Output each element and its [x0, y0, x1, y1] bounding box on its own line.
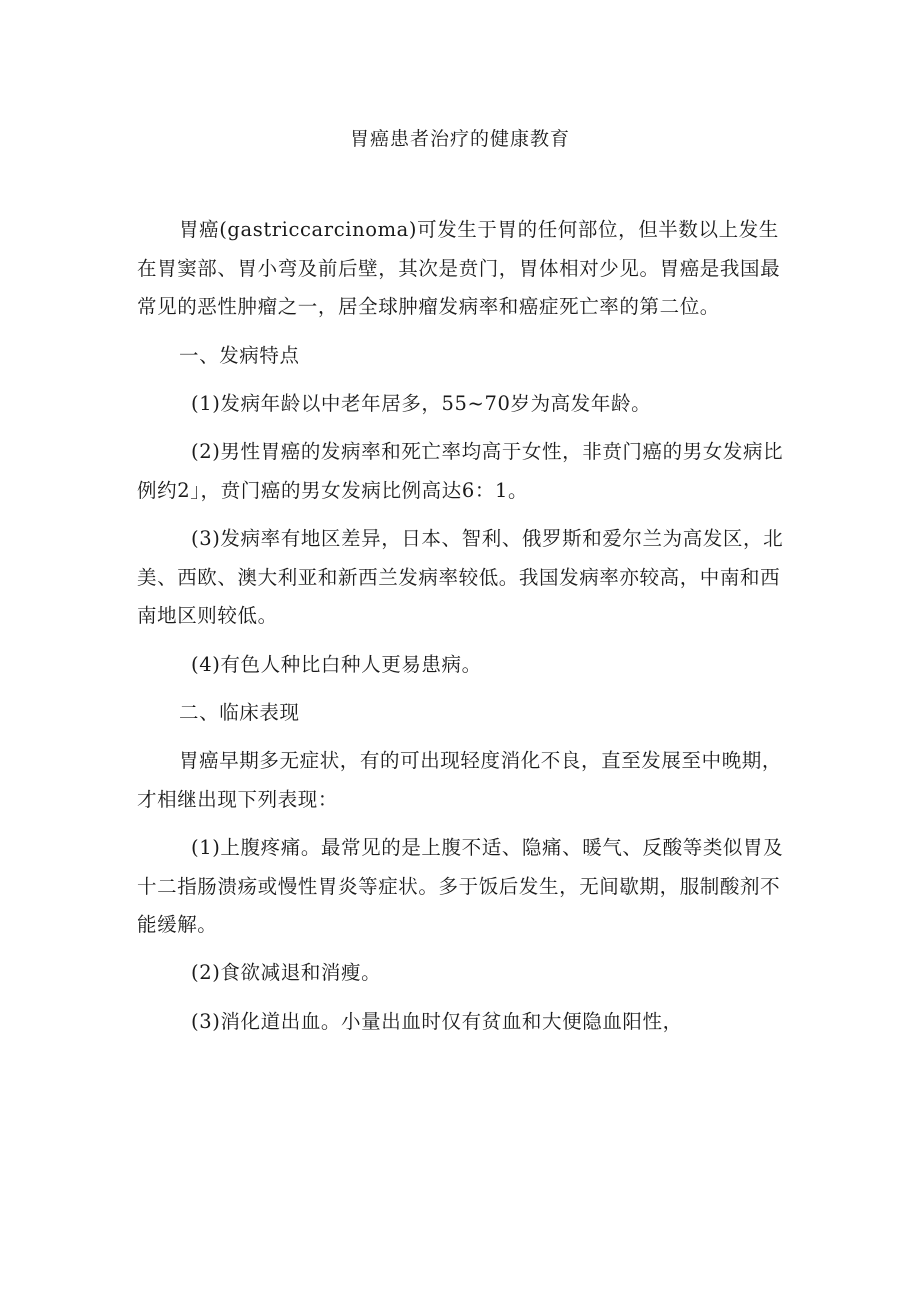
- document-title: 胃癌患者治疗的健康教育: [349, 128, 570, 150]
- feature-item-4: (4)有色人种比白种人更易患病。: [191, 652, 482, 676]
- clinical-item-3: (3)消化道出血。小量出血时仅有贫血和大便隐血阳性，: [191, 1009, 683, 1033]
- feature-item-1: (1)发病年龄以中老年居多，55~70岁为高发年龄。: [191, 391, 652, 415]
- feature-item-3: (3)发病率有地区差异，日本、智利、俄罗斯和爱尔兰为高发区，北美、西欧、澳大利亚和新西兰发病率较低。我国发病率亦较高，中南和西南地区则较低。: [137, 526, 784, 628]
- clinical-intro-paragraph: 胃癌早期多无症状，有的可出现轻度消化不良，直至发展至中晚期，才相继出现下列表现：: [137, 748, 783, 811]
- document-body: [137, 211, 797, 1041]
- clinical-item-1: (1)上腹疼痛。最常见的是上腹不适、隐痛、暖气、反酸等类似胃及十二指肠溃疡或慢性胃炎等症状。多于饭后发生，无间歇期，服制酸剂不能缓解。: [137, 835, 784, 937]
- intro-paragraph: 胃癌(gastriccarcinoma)可发生于胃的任何部位，但半数以上发生在胃窦部、胃小弯及前后壁，其次是贲门，胃体相对少见。胃癌是我国最常见的恶性肿瘤之一，居全球肿瘤发病率和癌症死亡率的第二位。: [137, 218, 781, 319]
- clinical-item-2: (2)食欲减退和消瘦。: [191, 961, 382, 985]
- feature-item-2: (2)男性胃癌的发病率和死亡率均高于女性，非贲门癌的男女发病比例约2」，贲门癌的男女发病比例高达6：1。: [137, 440, 784, 502]
- section-heading-features: 一、发病特点: [179, 343, 300, 367]
- section-heading-clinical: 二、临床表现: [179, 700, 300, 724]
